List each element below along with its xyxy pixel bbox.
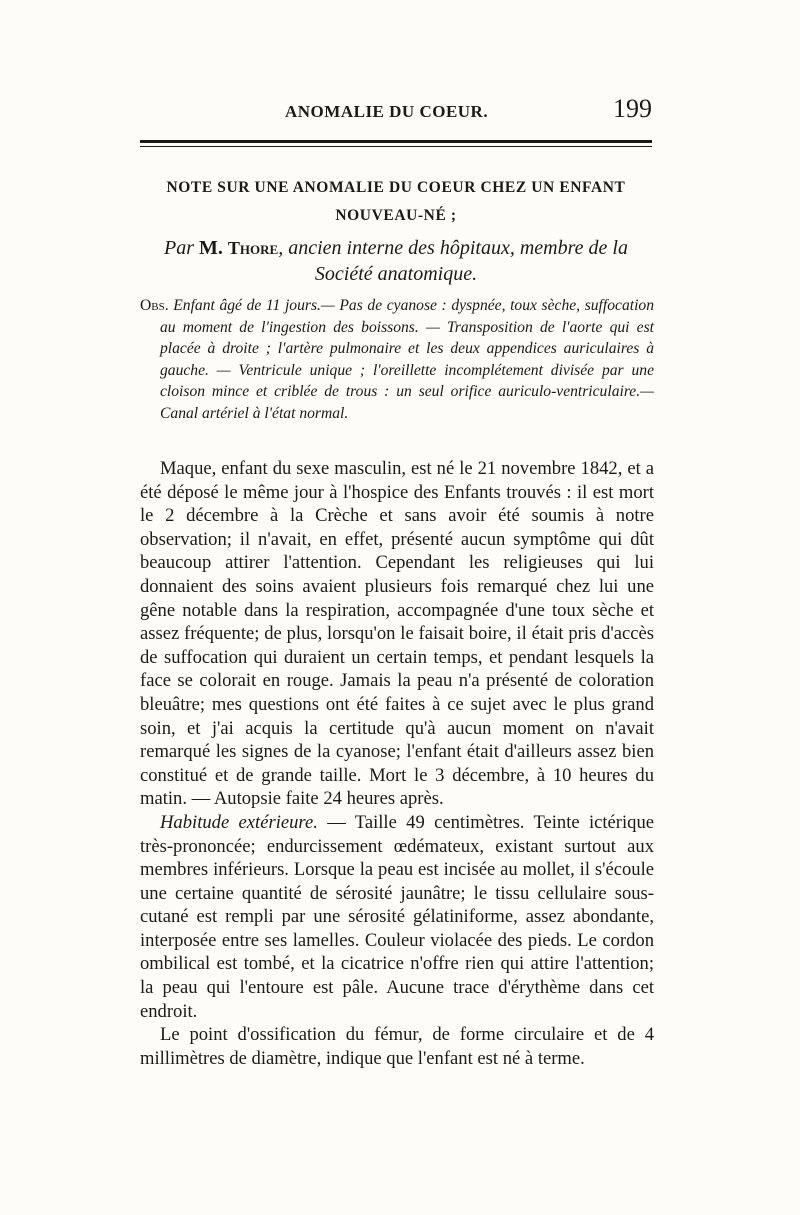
observation-summary bbox=[140, 295, 654, 425]
byline-monsieur: M. bbox=[199, 237, 223, 259]
paragraph-2-label: Habitude extérieure. bbox=[160, 811, 318, 833]
page-number: 199 bbox=[613, 94, 652, 123]
author-name: Thore bbox=[227, 238, 279, 258]
note-title-line-1: NOTE SUR UNE ANOMALIE DU COEUR CHEZ UN ENFANT bbox=[166, 179, 626, 196]
running-head bbox=[140, 94, 652, 126]
paragraph-1: Maque, enfant du sexe masculin, est né le 21 novembre 1842, et a été déposé le même jour à l'hospice des Enfants trouvés : il est mort le 2 décembre à la Crèche et sans avoir été soumis à notre observation; il n'avait, en effet, présenté aucun symptôme qui dût beaucoup attirer l'attention. Cependant les religieuses qui lui donnaient des soins avaient plusieurs fois remarqué chez lui une gêne notable dans la respiration, accompagnée d'une toux sèche et assez fréquente; de plus, lorsqu'on le faisait boire, il était pris d'accès de suffocation qui duraient un certain temps, et pendant lesquels la face se colorait en rouge. Jamais la peau n'a présenté de coloration bleuâtre; mes questions ont été faites à ce sujet avec le plus grand soin, et j'ai acquis la certitude qu'à aucun moment on n'avait remarqué les signes de la cyanose; l'enfant était d'ailleurs assez bien constitué et de grande taille. Mort le 3 décembre, à 10 heures du matin. — Autopsie faite 24 heures après. bbox=[140, 458, 654, 810]
obs-label: Obs. bbox=[140, 297, 169, 314]
note-title-line-2: NOUVEAU-NÉ ; bbox=[335, 207, 457, 224]
byline-rest-2: Société anatomique. bbox=[314, 263, 478, 285]
body-text bbox=[140, 457, 654, 1070]
paragraph-2-text: — Taille 49 centimètres. Teinte ictérique très-prononcée; endurcissement œdémateux, existant surtout aux membres inférieurs. Lorsque la peau est incisée au mollet, il s'écoule une certaine quantité de sérosité jaunâtre; le tissu cellulaire sous-cutané est rempli par une sérosité gélatiniforme, assez abondante, interposée entre ses lamelles. Couleur violacée des pieds. Le cordon ombilical est tombé, et la cicatrice n'offre rien qui attire l'attention; la peau qui l'entoure est pâle. Aucune trace d'érythème dans cet endroit. bbox=[140, 811, 655, 1022]
byline-rest-1: , ancien interne des hôpitaux, membre de la bbox=[278, 237, 628, 259]
paragraph-3: Le point d'ossification du fémur, de forme circulaire et de 4 millimètres de diamètre, indique que l'enfant est né à terme. bbox=[140, 1024, 654, 1069]
author-byline bbox=[140, 235, 652, 287]
paragraph-2 bbox=[140, 811, 654, 1023]
obs-text: Enfant âgé de 11 jours.— Pas de cyanose : dyspnée, toux sèche, suffocation au moment de l'ingestion des boissons. — Transposition de l'aorte qui est placée à droite ; l'artère pulmonaire et les deux appendices auriculaires à gauche. — Ventricule unique ; l'oreillette incomplétement divisée par une cloison mince et criblée de trous : un seul orifice auriculo-ventriculaire.— Canal artériel à l'état normal. bbox=[160, 297, 654, 422]
running-head-title: ANOMALIE DU COEUR. bbox=[285, 102, 489, 121]
header-rule-thin bbox=[140, 146, 652, 147]
header-rule-thick bbox=[140, 140, 652, 143]
note-title bbox=[140, 174, 652, 230]
byline-par: Par bbox=[164, 237, 195, 259]
